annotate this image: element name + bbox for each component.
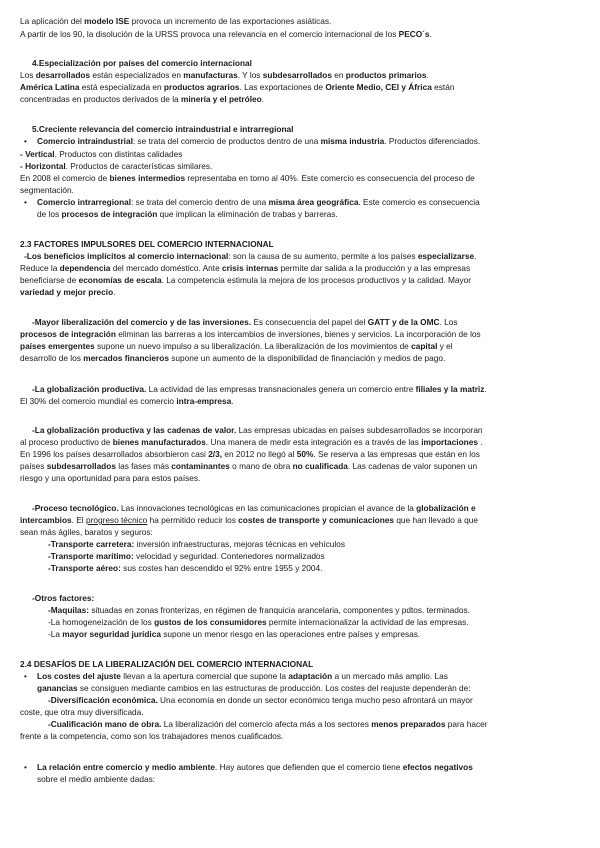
text-line: segmentación. [20,185,74,195]
text-line: países emergentes supone un nuevo impulso a su liberalización. La liberalización de los movimientos de capital y el [20,341,453,351]
bullet-item: • La relación entre comercio y medio ambiente. Hay autores que defienden que el comercio tiene efectos negativos [37,762,473,773]
text-line: Los desarrollados están especializados en manufacturas. Y los subdesarrollados en productos primarios. [20,70,429,80]
text-line: El 30% del comercio mundial es comercio intra-empresa. [20,396,234,406]
text-line: La aplicación del modelo ISE provoca un incremento de las exportaciones asiáticas. [20,16,332,26]
text-line: frente a la competencia, como son los trabajadores menos cualificados. [20,731,284,741]
text-line: -Proceso tecnológico. Las innovaciones tecnológicas en las comunicaciones propician el avance de la globalización e [32,503,476,513]
section-heading: 5.Creciente relevancia del comercio intraindustrial e intrarregional [32,124,294,134]
text-line: sean más ágiles, baratos y seguros: [20,527,153,537]
text-line: -La homogeneización de los gustos de los consumidores permite internacionalizar la actividad de las empresas. [48,617,469,627]
text-line: -Diversificación económica. Una economía en donde un sector económico tenga mucho peso afrontará un mayor [48,695,473,705]
text-line: desarrollo de los mercados financieros supone un aumento de la disponibilidad de financiación y medios de pago. [20,353,446,363]
text-line: -Mayor liberalización del comercio y de las inversiones. Es consecuencia del papel del GATT y de la OMC. Los [32,317,458,327]
bullet-item: • Comercio intraindustrial: se trata del comercio de productos dentro de una misma industria. Productos diferenciados. [37,136,480,147]
text-line: A partir de los 90, la disolución de la URSS provoca una relevancia en el comercio internacional de los PECO´s. [20,29,432,39]
bullet-item: • Los costes del ajuste llevan a la apertura comercial que supone la adaptación a un mercado más amplio. Las [37,671,448,682]
text-line: Reduce la dependencia del mercado doméstico. Ante crisis internas permite dar salida a la producción y a las empresas [20,263,471,273]
text-line: -La globalización productiva y las cadenas de valor. Las empresas ubicadas en países subdesarrollados se incorporan [32,425,483,435]
text-line: En 2008 el comercio de bienes intermedios representaba en torno al 40%. Este comercio es consecuencia del proceso de [20,173,475,183]
subheading: -Otros factores: [32,593,95,603]
text-line: procesos de integración eliminan las barreras a los intercambios de inversiones, bienes y servicios. La incorporación de los [20,329,481,339]
text-line: beneficiarse de economías de escala. La competencia estimula la mejora de los procesos productivos y la calidad. Mayor [20,275,472,285]
text-line: -Maquilas: situadas en zonas fronterizas, en régimen de franquicia arancelaria, componentes y pdtos. terminados. [48,605,470,615]
section-heading: 2.3 FACTORES IMPULSORES DEL COMERCIO INTERNACIONAL [20,239,274,249]
text-line: de los procesos de integración que implican la eliminación de trabas y barreras. [37,209,338,219]
text-line: -Transporte carretera: inversión infraestructuras, mejoras técnicas en vehículos [48,539,345,549]
text-line: coste, que otra muy diversificada. [20,707,144,717]
text-line: - Vertical. Productos con distintas calidades [20,149,183,159]
text-line: intercambios. El progreso técnico ha permitido reducir los costes de transporte y comunicaciones que han llevado a que [20,515,478,525]
text-line: al proceso productivo de bienes manufacturados. Una manera de medir esta integración es a través de las importaciones . [20,437,483,447]
text-line: -La mayor seguridad jurídica supone un menor riesgo en las operaciones entre países y empresas. [48,629,421,639]
text-line: concentradas en productos derivados de la minería y el petróleo. [20,94,264,104]
text-line: sobre el medio ambiente dadas: [37,774,156,784]
text-line: En 1996 los países desarrollados absorbieron casi 2/3, en 2012 no llegó al 50%. Se reserva a las empresas que están en los [20,449,480,459]
text-line: -Transporte aéreo: sus costes han descendido el 92% entre 1955 y 2004. [48,563,323,573]
text-line: América Latina está especializada en productos agrarios. Las exportaciones de Oriente Medio, CEI y África están [20,82,455,92]
text-line: variedad y mejor precio. [20,287,116,297]
text-line: -Cualificación mano de obra. La liberalización del comercio afecta más a los sectores menos preparados para hacer [48,719,488,729]
bullet-item: • Comercio intrarregional: se trata del comercio dentro de una misma área geográfica. Este comercio es consecuencia [37,197,480,208]
text-line: -Los beneficios implícitos al comercio internacional: son la causa de su aumento, permite a los países especializarse. [24,251,477,261]
text-line: ganancias se consiguen mediante cambios en las estructuras de producción. Los costes del reajuste dependerán de: [37,683,471,693]
text-line: riesgo y una oportunidad para para estos países. [20,473,201,483]
text-line: - Horizontal. Productos de características similares. [20,161,213,171]
text-line: -Transporte marítimo: velocidad y seguridad. Contenedores normalizados [48,551,325,561]
section-heading: 4.Especialización por países del comercio internacional [32,58,252,68]
text-line: países subdesarrollados las fases más contaminantes o mano de obra no cualificada. Las cadenas de valor suponen un [20,461,478,471]
section-heading: 2.4 DESAFÍOS DE LA LIBERALIZACIÓN DEL COMERCIO INTERNACIONAL [20,659,314,669]
text-line: -La globalización productiva. La actividad de las empresas transnacionales genera un comercio entre filiales y la matriz. [32,384,487,394]
